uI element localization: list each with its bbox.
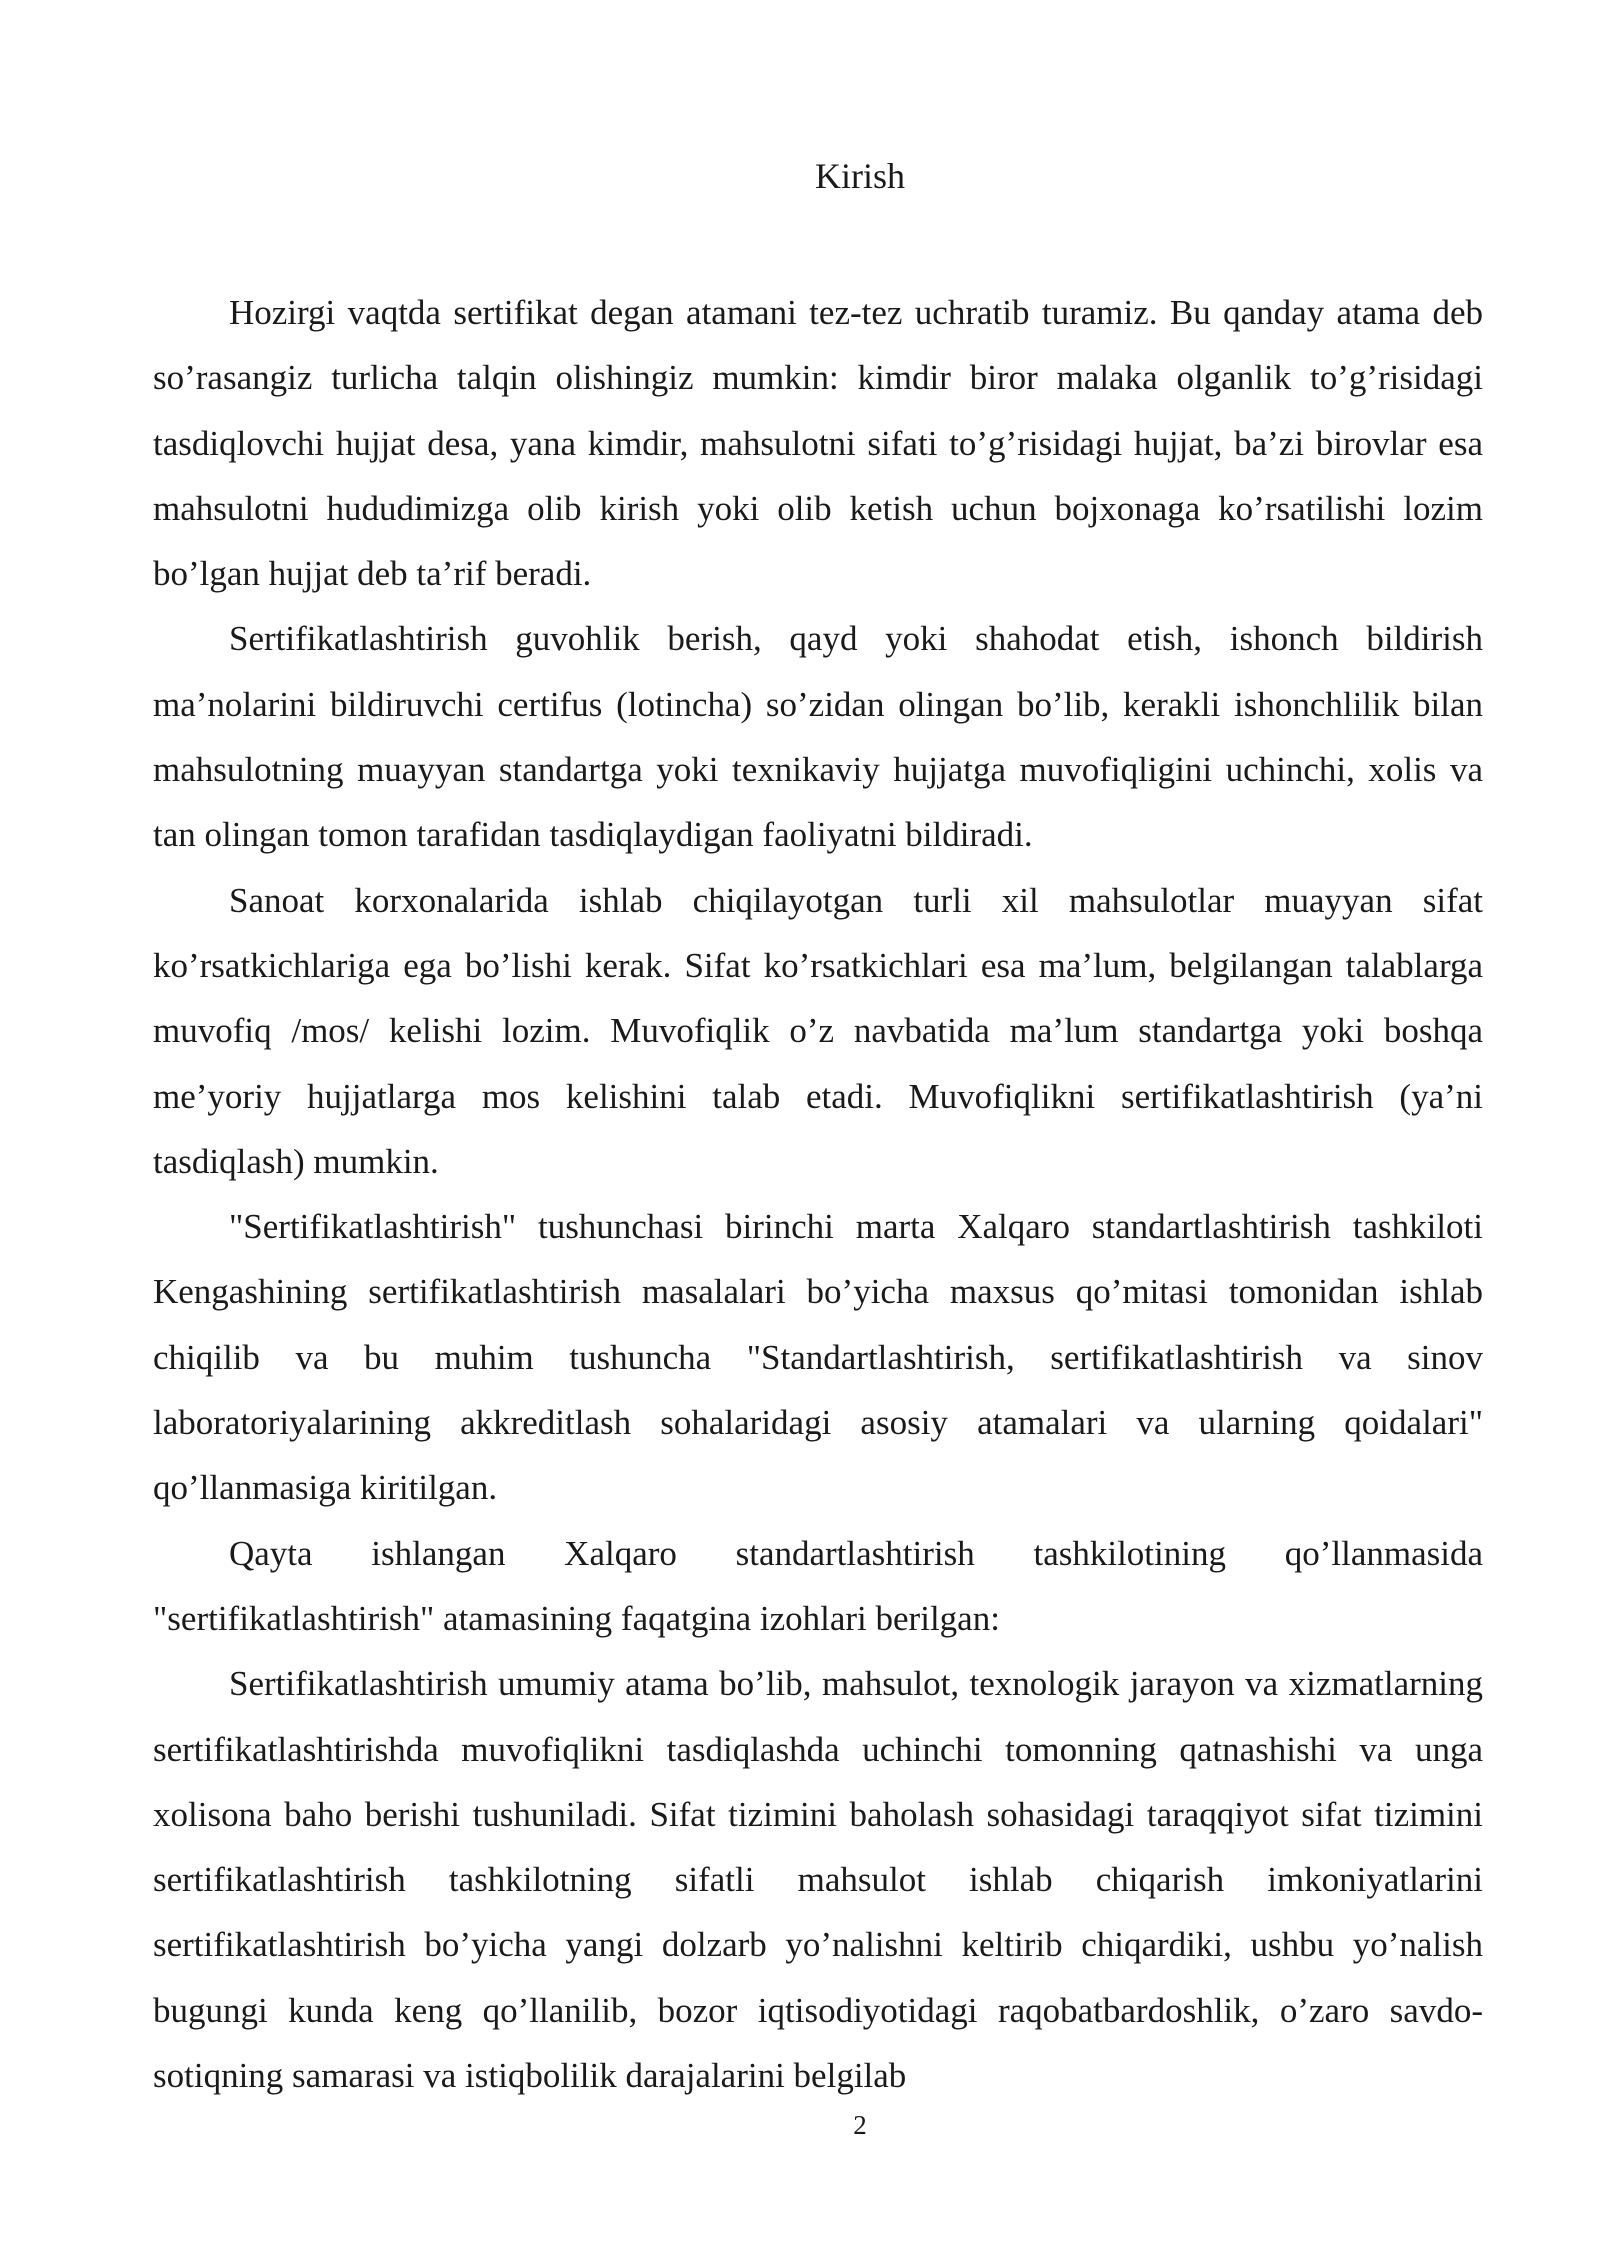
paragraph-4: "Sertifikatlashtirish" tushunchasi birinchi marta Xalqaro standartlashtirish tashkiloti Kengashining sertifikatlashtirish masalalari bo’yicha maxsus qo’mitasi tomonidan ishlab chiqilib va bu muhim tushuncha "Standartlashtirish, sertifikatlashtirish va sinov laboratoriyalarining akkreditlash sohalaridagi asosiy atamalari va ularning qoidalari" qo’llanmasiga kiritilgan. <box>153 1207 1483 1508</box>
paragraph-3: Sanoat korxonalarida ishlab chiqilayotgan turli xil mahsulotlar muayyan sifat ko’rsatkichlariga ega bo’lishi kerak. Sifat ko’rsatkichlari esa ma’lum, belgilangan talablarga muvofiq /mos/ kelishi lozim. Muvofiqlik o’z navbatida ma’lum standartga yoki boshqa me’yoriy hujjatlarga mos kelishini talab etadi. Muvofiqlikni sertifikatlashtirish (ya’ni tasdiqlash) mumkin. <box>153 880 1483 1181</box>
page-title: Kirish <box>815 156 905 196</box>
paragraph-2: Sertifikatlashtirish guvohlik berish, qayd yoki shahodat etish, ishonch bildirish ma’nolarini bildiruvchi certifus (lotincha) so’zidan olingan bo’lib, kerakli ishonchlilik bilan mahsulotning muayyan standartga yoki texnikaviy hujjatga muvofiqligini uchinchi, xolis va tan olingan tomon tarafidan tasdiqlaydigan faoliyatni bildiradi. <box>153 619 1483 855</box>
paragraph-6: Sertifikatlashtirish umumiy atama bo’lib, mahsulot, texnologik jarayon va xizmatlarning sertifikatlashtirishda muvofiqlikni tasdiqlashda uchinchi tomonning qatnashishi va unga xolisona baho berishi tushuniladi. Sifat tizimini baholash sohasidagi taraqqiyot sifat tizimini sertifikatlashtirish tashkilotning sifatli mahsulot ishlab chiqarish imkoniyatlarini sertifikatlashtirish bo’yicha yangi dolzarb yo’nalishni keltirib chiqardiki, ushbu yo’nalish bugungi kunda keng qo’llanilib, bozor iqtisodiyotidagi raqobatbardoshlik, o’zaro savdo- sotiqning samarasi va istiqbolilik darajalarini belgilab <box>153 1664 1483 2096</box>
body-text <box>153 280 1483 2108</box>
page-number: 2 <box>853 2110 867 2140</box>
paragraph-5: Qayta ishlangan Xalqaro standartlashtirish tashkilotining qo’llanmasida "sertifikatlashtirish" atamasining faqatgina izohlari berilgan: <box>153 1533 1483 1638</box>
paragraph-1: Hozirgi vaqtda sertifikat degan atamani tez-tez uchratib turamiz. Bu qanday atama deb so’rasangiz turlicha talqin olishingiz mumkin: kimdir biror malaka olganlik to’g’risidagi tasdiqlovchi hujjat desa, yana kimdir, mahsulotni sifati to’g’risidagi hujjat, ba’zi birovlar esa mahsulotni hududimizga olib kirish yoki olib ketish uchun bojxonaga ko’rsatilishi lozim bo’lgan hujjat deb ta’rif beradi. <box>153 293 1483 594</box>
